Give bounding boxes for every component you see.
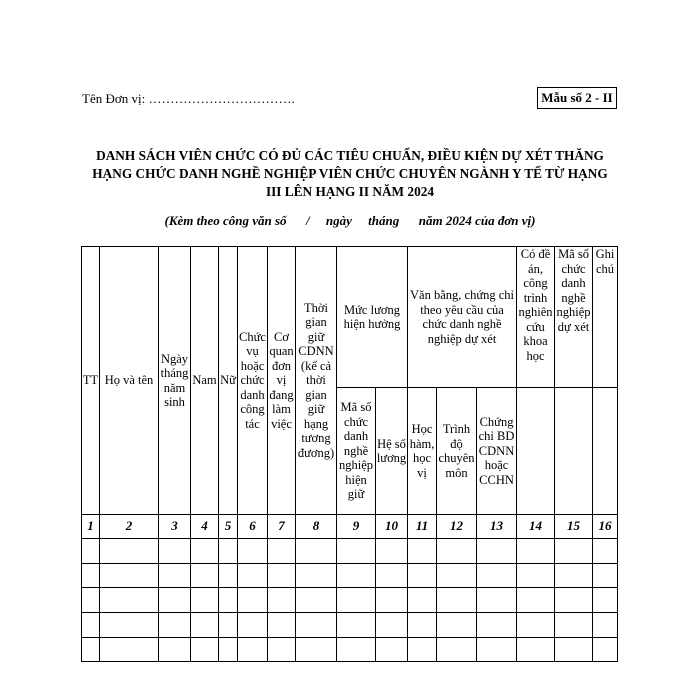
header-note-sub: [593, 388, 618, 515]
column-number: 12: [437, 515, 477, 539]
header-male: Nam: [191, 247, 219, 515]
table-cell: [593, 539, 618, 564]
candidate-table: [81, 246, 618, 662]
form-code-box: Mẫu số 2 - II: [537, 87, 617, 109]
header-tt: TT: [82, 247, 100, 515]
table-cell: [100, 563, 159, 588]
table-cell: [238, 588, 268, 613]
table-cell: [408, 613, 437, 638]
column-number: 3: [159, 515, 191, 539]
table-cell: [437, 637, 477, 662]
table-cell: [296, 613, 337, 638]
table-cell: [82, 637, 100, 662]
column-number: 15: [555, 515, 593, 539]
header-current-code: Mã số chức danh nghề nghiệp hiện giữ: [337, 388, 376, 515]
column-number: 5: [219, 515, 238, 539]
header-workplace: Cơ quan đơn vị đang làm việc: [268, 247, 296, 515]
table-cell: [517, 637, 555, 662]
table-cell: [477, 588, 517, 613]
table-cell: [593, 588, 618, 613]
table-cell: [219, 563, 238, 588]
table-cell: [238, 539, 268, 564]
table-cell: [159, 539, 191, 564]
table-cell: [555, 563, 593, 588]
table-cell: [82, 539, 100, 564]
table-cell: [376, 539, 408, 564]
title-line-1: DANH SÁCH VIÊN CHỨC CÓ ĐỦ CÁC TIÊU CHUẨN, ĐIỀU KIỆN DỰ XÉT THĂNG: [96, 148, 604, 163]
table-cell: [555, 613, 593, 638]
table-cell: [159, 637, 191, 662]
header-name: Họ và tên: [100, 247, 159, 515]
table-row: [82, 637, 618, 662]
column-number-row: [82, 515, 618, 539]
header-code-target: Mã số chức danh nghề nghiệp dự xét: [555, 247, 593, 388]
table-cell: [408, 588, 437, 613]
header-certificate: Chứng chỉ BD CDNN hoặc CCHN: [477, 388, 517, 515]
table-cell: [376, 563, 408, 588]
table-cell: [555, 637, 593, 662]
table-cell: [477, 613, 517, 638]
table-cell: [159, 588, 191, 613]
table-cell: [268, 539, 296, 564]
table-cell: [219, 637, 238, 662]
table-cell: [376, 613, 408, 638]
table-cell: [517, 563, 555, 588]
table-cell: [100, 613, 159, 638]
column-number: 2: [100, 515, 159, 539]
header-qualification: Trình độ chuyên môn: [437, 388, 477, 515]
header-note: Ghi chú: [593, 247, 618, 388]
table-cell: [268, 613, 296, 638]
table-cell: [408, 637, 437, 662]
title-line-3: III LÊN HẠNG II NĂM 2024: [265, 184, 435, 199]
table-cell: [268, 563, 296, 588]
unit-name-label: Tên Đơn vị: …………………………….: [82, 91, 295, 106]
table-cell: [82, 563, 100, 588]
document-title: [80, 147, 620, 201]
table-cell: [100, 539, 159, 564]
table-cell: [593, 613, 618, 638]
table-cell: [159, 563, 191, 588]
table-cell: [238, 637, 268, 662]
table-cell: [376, 588, 408, 613]
table-cell: [100, 588, 159, 613]
table-cell: [219, 539, 238, 564]
table-cell: [296, 563, 337, 588]
table-cell: [268, 588, 296, 613]
table-cell: [296, 588, 337, 613]
table-cell: [100, 637, 159, 662]
column-number: 11: [408, 515, 437, 539]
table-row: [82, 563, 618, 588]
header-project-sub: [517, 388, 555, 515]
table-cell: [337, 588, 376, 613]
subtitle-text: (Kèm theo công văn số / ngày tháng năm 2024 của đơn vị): [164, 213, 536, 228]
table-cell: [517, 613, 555, 638]
column-number: 14: [517, 515, 555, 539]
table-cell: [238, 563, 268, 588]
table-cell: [555, 588, 593, 613]
header-project: Có đề án, công trình nghiên cứu khoa học: [517, 247, 555, 388]
table-cell: [555, 539, 593, 564]
table-cell: [477, 539, 517, 564]
table-cell: [159, 613, 191, 638]
table-cell: [191, 563, 219, 588]
column-number: 1: [82, 515, 100, 539]
table-cell: [437, 613, 477, 638]
table-row: [82, 539, 618, 564]
table-cell: [191, 539, 219, 564]
header-academic-title: Học hàm, học vị: [408, 388, 437, 515]
table-cell: [593, 563, 618, 588]
table-row: [82, 613, 618, 638]
header-degree-group: Văn bằng, chứng chỉ theo yêu cầu của chức danh nghề nghiệp dự xét: [408, 247, 517, 388]
table-cell: [337, 539, 376, 564]
table-cell: [191, 637, 219, 662]
header-coefficient: Hệ số lương: [376, 388, 408, 515]
column-number: 9: [337, 515, 376, 539]
table-cell: [477, 563, 517, 588]
table-cell: [517, 588, 555, 613]
table-cell: [219, 613, 238, 638]
table-cell: [337, 613, 376, 638]
table-cell: [268, 637, 296, 662]
table-cell: [337, 637, 376, 662]
title-line-2: HẠNG CHỨC DANH NGHỀ NGHIỆP VIÊN CHỨC CHUYÊN NGÀNH Y TẾ TỪ HẠNG: [92, 166, 608, 181]
header-female: Nữ: [219, 247, 238, 515]
table-cell: [191, 588, 219, 613]
column-number: 6: [238, 515, 268, 539]
table-cell: [437, 563, 477, 588]
table-cell: [82, 588, 100, 613]
column-number: 13: [477, 515, 517, 539]
table-cell: [376, 637, 408, 662]
table-cell: [191, 613, 219, 638]
table-row: [82, 588, 618, 613]
column-number: 16: [593, 515, 618, 539]
document-subtitle: [80, 213, 620, 229]
header-salary-group: Mức lương hiện hưởng: [337, 247, 408, 388]
table-cell: [82, 613, 100, 638]
header-code-target-sub: [555, 388, 593, 515]
table-cell: [238, 613, 268, 638]
table-cell: [408, 539, 437, 564]
column-number: 10: [376, 515, 408, 539]
table-cell: [437, 539, 477, 564]
table-body: [82, 539, 618, 662]
header-position: Chức vụ hoặc chức danh công tác: [238, 247, 268, 515]
header-dob: Ngày tháng năm sinh: [159, 247, 191, 515]
column-number: 4: [191, 515, 219, 539]
table-cell: [477, 637, 517, 662]
table-cell: [337, 563, 376, 588]
table-cell: [437, 588, 477, 613]
table-cell: [296, 539, 337, 564]
table-cell: [517, 539, 555, 564]
header-time-held: Thời gian giữ CDNN (kể cả thời gian giữ hạng tương đương): [296, 247, 337, 515]
table-cell: [408, 563, 437, 588]
column-number: 8: [296, 515, 337, 539]
column-number: 7: [268, 515, 296, 539]
table-cell: [593, 637, 618, 662]
table-cell: [296, 637, 337, 662]
table-cell: [219, 588, 238, 613]
